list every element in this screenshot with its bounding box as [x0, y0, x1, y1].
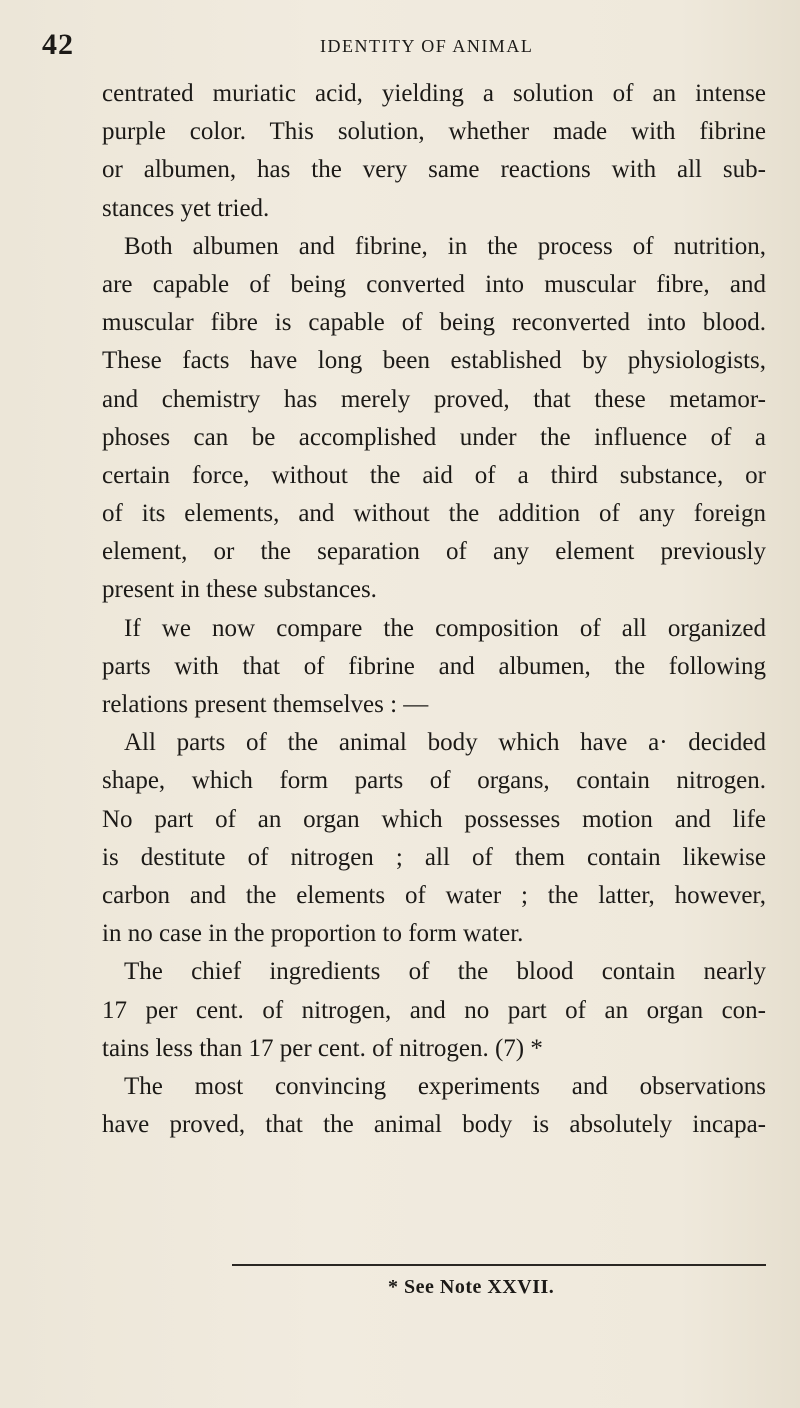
text-line: present in these substances.	[102, 576, 377, 604]
body-text	[102, 75, 766, 1144]
text-line: and chemistry has merely proved, that these metamor-	[102, 385, 766, 413]
text-line: All parts of the animal body which have a· decided	[124, 729, 766, 757]
text-line: relations present themselves : —	[102, 691, 429, 718]
text-line: phoses can be accomplished under the influence of a	[102, 423, 766, 451]
text-line: element, or the separation of any element previously	[102, 538, 766, 566]
text-line: of its elements, and without the addition of any foreign	[102, 500, 766, 528]
text-line: If we now compare the composition of all organized	[124, 614, 766, 642]
page-header	[42, 28, 742, 64]
text-line: 17 per cent. of nitrogen, and no part of an organ con-	[102, 996, 766, 1024]
text-line: centrated muriatic acid, yielding a solution of an intense	[102, 80, 766, 107]
page-number: 42	[42, 28, 74, 61]
text-line: tains less than 17 per cent. of nitrogen. (7) *	[102, 1034, 543, 1062]
text-line: in no case in the proportion to form water.	[102, 920, 524, 948]
text-line: muscular fibre is capable of being reconverted into blood.	[102, 309, 766, 337]
text-line: The most convincing experiments and observations	[124, 1072, 766, 1100]
text-line: certain force, without the aid of a third substance, or	[102, 461, 766, 489]
text-line: purple color. This solution, whether made with fibrine	[102, 118, 766, 146]
text-line: Both albumen and fibrine, in the process of nutrition,	[124, 232, 766, 260]
text-line: carbon and the elements of water ; the latter, however,	[102, 881, 766, 909]
text-line: have proved, that the animal body is absolutely incapa-	[102, 1111, 766, 1139]
text-line: parts with that of fibrine and albumen, the following	[102, 652, 766, 680]
text-line: is destitute of nitrogen ; all of them contain likewise	[102, 843, 766, 871]
footnote: * See Note XXVII.	[388, 1276, 555, 1298]
text-line: The chief ingredients of the blood contain nearly	[124, 958, 766, 986]
text-line: or albumen, has the very same reactions with all sub-	[102, 156, 766, 184]
text-line: stances yet tried.	[102, 194, 270, 222]
text-line: These facts have long been established by physiologists,	[102, 347, 766, 375]
footnote-rule	[232, 1264, 766, 1266]
text-line: No part of an organ which possesses motion and life	[102, 805, 766, 833]
text-line: shape, which form parts of organs, contain nitrogen.	[102, 767, 766, 795]
running-head: IDENTITY OF ANIMAL	[320, 36, 534, 56]
text-line: are capable of being converted into muscular fibre, and	[102, 270, 766, 298]
